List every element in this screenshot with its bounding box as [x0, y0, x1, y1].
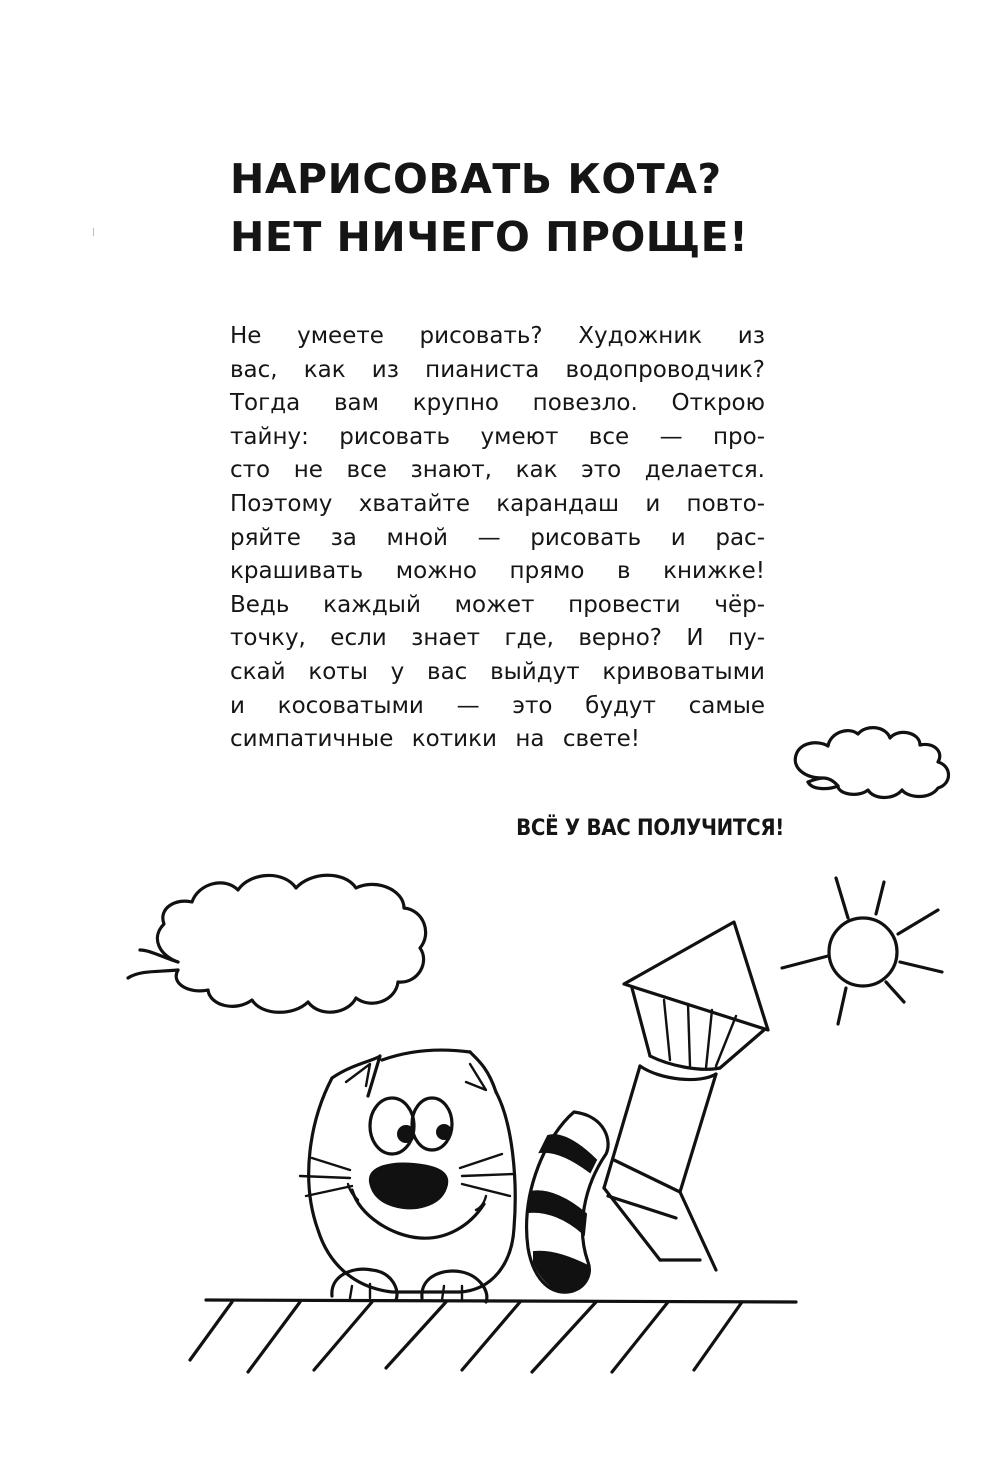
paragraph-line-last: симпатичные котики на свете! — [230, 726, 640, 753]
paragraph-line: ряйте за мной — рисовать и рас- — [230, 524, 765, 551]
paragraph-line: и косоватыми — это будут самые — [230, 692, 765, 719]
small-cloud-icon — [795, 728, 948, 798]
paragraph-line: крашивать можно прямо в книжке! — [230, 558, 765, 585]
sun-icon — [782, 878, 942, 1024]
paragraph-line: точку, если знает где, верно? И пу- — [230, 625, 765, 652]
paragraph-line: скай коты у вас выйдут кривоватыми — [230, 658, 765, 685]
paragraph-line: сто не все знают, как это делается. — [230, 457, 765, 484]
paragraph-line: Поэтому хватайте карандаш и повто- — [230, 490, 765, 517]
paragraph-line: Не умеете рисовать? Художник из — [230, 323, 765, 349]
title-line-2: НЕТ НИЧЕГО ПРОЩЕ! — [230, 213, 749, 261]
paragraph-line: Ведь каждый может провести чёр- — [230, 591, 765, 618]
tagline: ВСЁ У ВАС ПОЛУЧИТСЯ! — [516, 816, 784, 841]
paragraph-line: тайну: рисовать умеют все — про- — [230, 423, 765, 450]
cat-icon — [300, 1050, 515, 1302]
margin-mark — [93, 228, 94, 236]
roof-icon — [190, 1300, 796, 1372]
title-line-1: НАРИСОВАТЬ КОТА? — [230, 155, 722, 203]
paragraph-line: вас, как из пианиста водопроводчик? — [230, 356, 765, 383]
page-title — [230, 150, 748, 266]
intro-paragraph — [230, 320, 765, 757]
cat-tail-icon — [527, 1112, 608, 1292]
large-cloud-icon — [128, 875, 426, 1012]
paragraph-line: Тогда вам крупно повезло. Открою — [230, 390, 765, 417]
chimney-icon — [604, 922, 768, 1270]
